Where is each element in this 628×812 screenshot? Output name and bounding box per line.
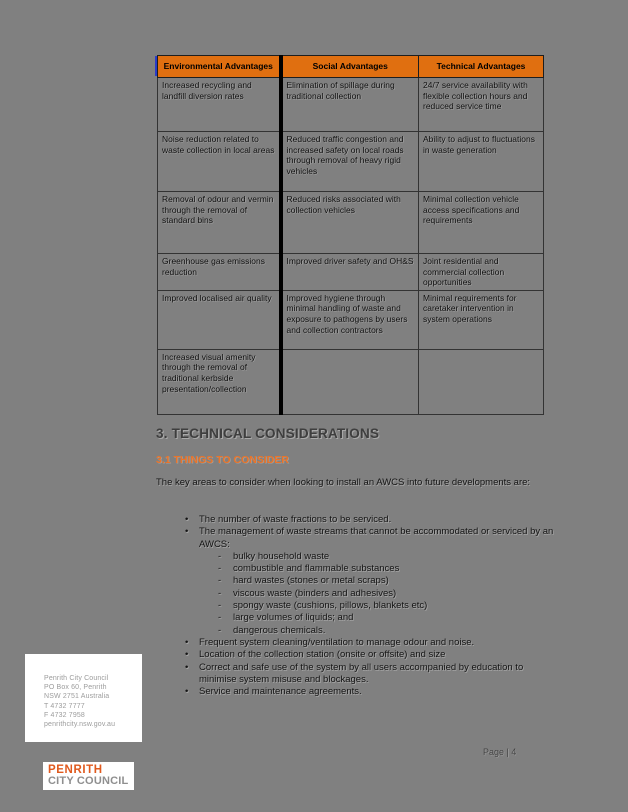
address-line: F 4732 7958 — [44, 711, 85, 719]
table-cell: 24/7 service availability with flexible collection hours and reduced service time — [419, 78, 544, 132]
table-cell: Ability to adjust to fluctuations in waste generation — [419, 132, 544, 192]
address-line: Penrith City Council — [44, 675, 109, 682]
list-item — [156, 686, 554, 698]
sub-list-item — [156, 588, 554, 600]
sub-list-item-text: viscous waste (binders and adhesives) — [233, 587, 397, 599]
table-cell: Removal of odour and vermin through the removal of standard bins — [158, 192, 281, 254]
sub-list-item — [156, 612, 554, 624]
considerations-list — [156, 514, 554, 698]
bullet-marker: • — [185, 636, 189, 648]
list-item-text: Frequent system cleaning/ventilation to manage odour and noise. — [199, 636, 475, 648]
table-cell — [419, 349, 544, 414]
list-item-text: Location of the collection station (onsite or offsite) and size — [199, 649, 446, 661]
sub-list-item — [156, 575, 554, 587]
dash-marker: - — [218, 624, 222, 636]
section-heading: 3. TECHNICAL CONSIDERATIONS — [156, 426, 380, 441]
address-line: T 4732 7777 — [44, 702, 85, 710]
list-item-text: The number of waste fractions to be serviced. — [199, 514, 392, 525]
list-item — [156, 637, 554, 649]
sub-list-item — [156, 625, 554, 637]
address-line: PO Box 60, Penrith — [44, 684, 107, 692]
address-line: NSW 2751 Australia — [44, 693, 110, 701]
list-item — [156, 514, 554, 526]
dash-marker: - — [218, 612, 222, 624]
list-item-text: Service and maintenance agreements. — [199, 686, 362, 698]
subsection-heading: 3.1 THINGS TO CONSIDER — [156, 454, 289, 466]
logo-penrith-text: PENRITH — [48, 764, 103, 776]
table-cell: Reduced risks associated with collection vehicles — [281, 192, 419, 254]
dash-marker: - — [218, 575, 222, 587]
list-item — [156, 662, 554, 687]
bullet-marker: • — [185, 526, 189, 538]
sub-list-item — [156, 563, 554, 575]
table-cell: Improved driver safety and OH&S — [281, 254, 419, 291]
advantages-table — [157, 55, 544, 415]
table-row — [158, 132, 544, 192]
table-header-environmental: Environmental Advantages — [158, 56, 281, 78]
table-cell: Noise reduction related to waste collection in local areas — [158, 132, 281, 192]
sub-list-item-text: combustible and flammable substances — [233, 563, 400, 575]
table-cell: Reduced traffic congestion and increased safety on local roads through removal of heavy rigid vehicles — [281, 132, 419, 192]
sub-list-item-text: hard wastes (stones or metal scraps) — [233, 575, 389, 587]
table-row — [158, 254, 544, 291]
logo-city-council-text: CITY COUNCIL — [48, 775, 129, 787]
list-item — [156, 526, 554, 551]
dash-marker: - — [218, 550, 222, 562]
bullet-marker: • — [185, 661, 189, 673]
table-row — [158, 290, 544, 349]
table-row — [158, 349, 544, 414]
council-address-text — [25, 654, 142, 729]
table-cell: Elimination of spillage during traditional collection — [281, 78, 419, 132]
bullet-marker: • — [185, 649, 189, 661]
table-cell: Joint residential and commercial collection opportunities — [419, 254, 544, 291]
sub-list-item-text: dangerous chemicals. — [233, 624, 326, 636]
bullet-marker: • — [185, 686, 189, 698]
table-header-technical: Technical Advantages — [419, 56, 544, 78]
table-row — [158, 192, 544, 254]
sub-list-item-text: bulky household waste — [233, 550, 330, 562]
table-cell: Increased visual amenity through the removal of traditional kerbside presentation/collection — [158, 349, 281, 414]
dash-marker: - — [218, 600, 222, 612]
sub-list-item — [156, 551, 554, 563]
council-address-block — [25, 654, 142, 742]
sub-list-item — [156, 600, 554, 612]
table-cell: Minimal collection vehicle access specifications and requirements — [419, 192, 544, 254]
list-item-text: The management of waste streams that cannot be accommodated or serviced by an AWCS: — [199, 526, 554, 550]
page-number: Page | 4 — [483, 747, 517, 757]
sub-list-item-text: large volumes of liquids; and — [233, 612, 354, 624]
intro-paragraph: The key areas to consider when looking to install an AWCS into future developments are: — [156, 477, 531, 488]
sub-list-item-text: spongy waste (cushions, pillows, blankets etc) — [233, 600, 428, 612]
table-header-social: Social Advantages — [281, 56, 419, 78]
address-line: penrithcity.nsw.gov.au — [44, 721, 116, 729]
list-item — [156, 649, 554, 661]
table-cell: Improved localised air quality — [158, 290, 281, 349]
table-header-row — [158, 56, 544, 78]
table-cell: Improved hygiene through minimal handling of waste and exposure to pathogens by users and collection contractors — [281, 290, 419, 349]
table-cell: Increased recycling and landfill diversion rates — [158, 78, 281, 132]
table-row — [158, 78, 544, 132]
list-item-text: Correct and safe use of the system by all users accompanied by education to minimise system misuse and blockages. — [199, 661, 524, 685]
table-cell — [281, 349, 419, 414]
table-cell: Greenhouse gas emissions reduction — [158, 254, 281, 291]
penrith-city-council-logo — [43, 762, 134, 790]
table-cell: Minimal requirements for caretaker intervention in system operations — [419, 290, 544, 349]
dash-marker: - — [218, 587, 222, 599]
bullet-marker: • — [185, 514, 189, 525]
dash-marker: - — [218, 563, 222, 575]
